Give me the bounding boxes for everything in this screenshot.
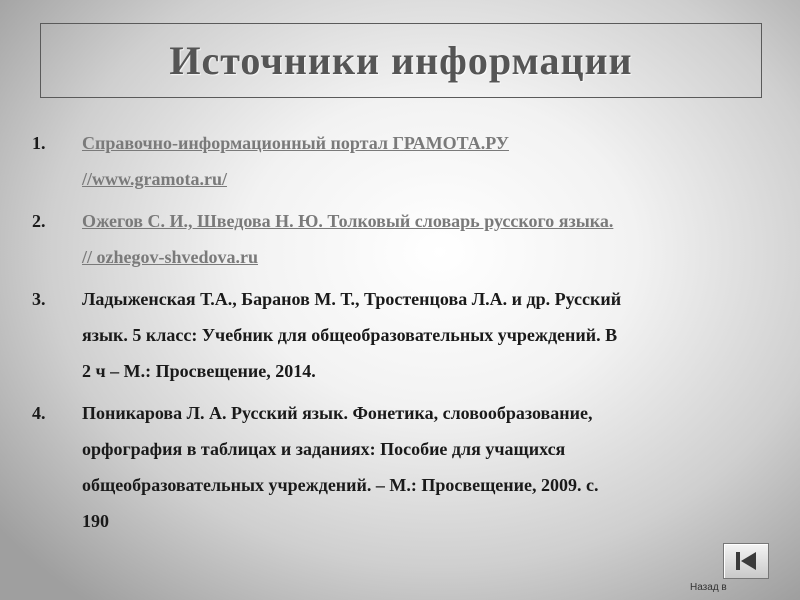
list-item xyxy=(32,203,772,275)
item-line: общеобразовательных учреждений. – М.: Просвещение, 2009. с. xyxy=(82,475,599,495)
list-item xyxy=(32,395,772,539)
item-number: 2. xyxy=(32,211,46,231)
item-number: 1. xyxy=(32,133,46,153)
item-text xyxy=(82,395,599,539)
page-title: Источники информации xyxy=(169,38,633,83)
item-line: 2 ч – М.: Просвещение, 2014. xyxy=(82,361,316,381)
item-text xyxy=(82,203,613,275)
ozhegov-url-link[interactable]: // ozhegov-shvedova.ru xyxy=(82,247,259,267)
sources-list xyxy=(32,125,772,545)
back-label[interactable]: Назад в xyxy=(690,582,727,593)
item-number: 4. xyxy=(32,403,46,423)
item-line: Ладыженская Т.А., Баранов М. Т., Тростенцова Л.А. и др. Русский xyxy=(82,289,622,309)
item-text xyxy=(82,125,509,197)
skip-back-icon xyxy=(734,550,758,572)
item-text xyxy=(82,281,621,389)
list-item xyxy=(32,125,772,197)
item-line: Поникарова Л. А. Русский язык. Фонетика, словообразование, xyxy=(82,403,593,423)
item-line: 190 xyxy=(82,511,109,531)
item-number: 3. xyxy=(32,289,46,309)
gramota-link[interactable]: Справочно-информационный портал ГРАМОТА.РУ xyxy=(82,133,509,153)
list-item xyxy=(32,281,772,389)
item-line: язык. 5 класс: Учебник для общеобразовательных учреждений. В xyxy=(82,325,618,345)
title-box xyxy=(40,23,762,98)
ozhegov-link[interactable]: Ожегов С. И., Шведова Н. Ю. Толковый словарь русского языка. xyxy=(82,211,614,231)
back-button[interactable] xyxy=(723,543,769,579)
gramota-url-link[interactable]: //www.gramota.ru/ xyxy=(82,169,227,189)
item-line: орфография в таблицах и заданиях: Пособие для учащихся xyxy=(82,439,566,459)
